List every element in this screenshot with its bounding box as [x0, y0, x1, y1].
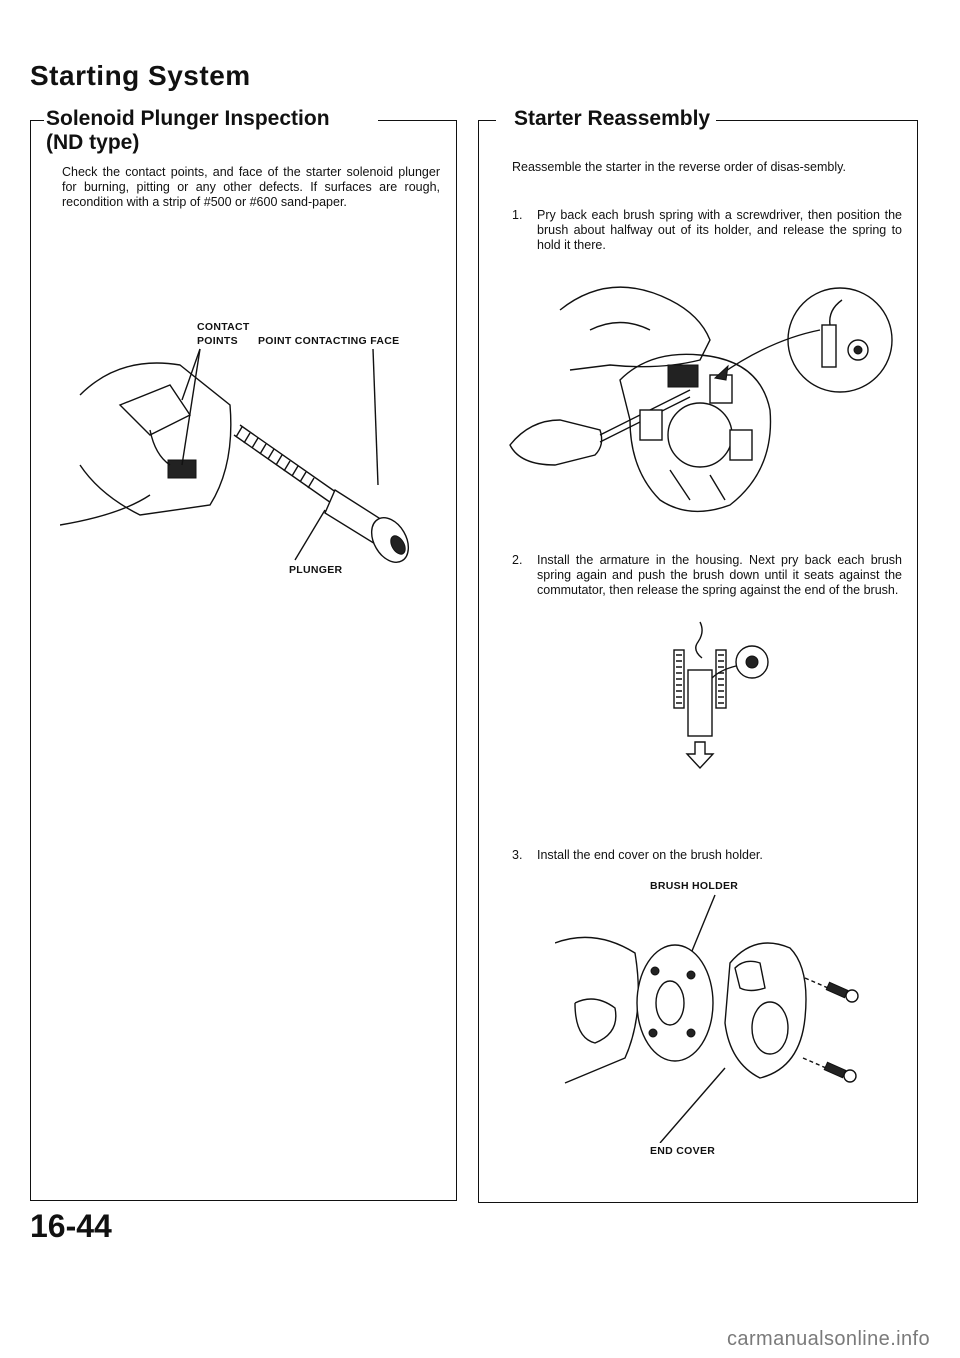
detail-wire [830, 300, 842, 325]
label-brush-holder: BRUSH HOLDER [650, 880, 739, 892]
left-section-heading: Solenoid Plunger Inspection [44, 107, 336, 130]
end-cover-illustration [555, 893, 875, 1143]
left-section-subheading: (ND type) [44, 131, 145, 154]
right-section-intro: Reassemble the starter in the reverse order of disas-sembly. [512, 160, 846, 174]
brush-holder-disc [637, 945, 713, 1061]
left-heading-rule [378, 120, 456, 121]
step-1-text: Pry back each brush spring with a screwdriver, then position the brush about halfway out of its holder, and release the spring to hold it there. [537, 208, 902, 252]
footer-watermark: carmanualsonline.info [727, 1328, 930, 1350]
plunger-rod [234, 425, 416, 565]
brush-spring-center [746, 656, 758, 668]
down-arrow-icon [687, 742, 713, 768]
label-contact-points-1: CONTACT [197, 321, 250, 333]
step-3-text: Install the end cover on the brush holder. [537, 848, 763, 862]
label-contact-points-2: POINTS [197, 335, 238, 347]
end-cover [725, 943, 806, 1078]
screwdriver [510, 390, 690, 465]
hand-finger [590, 323, 650, 331]
step-2-text: Install the armature in the housing. Next pry back each brush spring again and push the brush down until it seats against the commutator, then release the spring against the end of the brush. [537, 553, 902, 597]
brush-holder-plate [620, 354, 771, 511]
page-number: 16-44 [30, 1208, 112, 1244]
right-heading-rule [715, 120, 917, 121]
detail-arrow-line [720, 330, 820, 375]
step-1-number: 1. [512, 208, 523, 222]
leader-end-cover [660, 1068, 725, 1143]
brush [688, 670, 712, 736]
leader-plunger [295, 510, 325, 560]
housing-outline [555, 937, 638, 1083]
hand-outline [560, 287, 710, 370]
housing-detail [575, 999, 616, 1043]
detail-circle [788, 288, 892, 392]
left-panel [30, 120, 457, 1201]
contact-point-upper [120, 385, 190, 435]
left-section-body: Check the contact points, and face of the starter solenoid plunger for burning, pitting or any other defects. If surfaces are rough, recondition with a strip of #500 or #600 sand-paper. [62, 165, 440, 209]
detail-spring-center [854, 346, 862, 354]
step-1 [512, 208, 902, 252]
step-3-number: 3. [512, 848, 523, 862]
solenoid-detail-line [150, 430, 170, 465]
right-section-heading: Starter Reassembly [512, 107, 716, 130]
step-2 [512, 553, 902, 597]
solenoid-body-outline [80, 363, 231, 515]
leader-contact-upper [182, 349, 200, 400]
page-title: Starting System [30, 60, 251, 91]
brush-seat-illustration [640, 620, 790, 770]
screw-lower [803, 1058, 856, 1082]
label-plunger: PLUNGER [289, 564, 343, 576]
label-contacting-face: POINT CONTACTING FACE [258, 335, 400, 347]
brush-spring-illustration [500, 270, 900, 530]
leader-contacting-face [373, 349, 378, 485]
right-heading-rule-start [478, 120, 496, 121]
brush-lead-wire [696, 622, 702, 658]
solenoid-base-line [60, 495, 150, 525]
detail-brush [822, 325, 836, 367]
screw-upper [805, 978, 858, 1002]
label-end-cover: END COVER [650, 1145, 716, 1157]
detail-arrow-head [715, 366, 728, 380]
solenoid-plunger-illustration [60, 345, 440, 565]
step-2-number: 2. [512, 553, 523, 567]
step-3 [512, 848, 902, 863]
